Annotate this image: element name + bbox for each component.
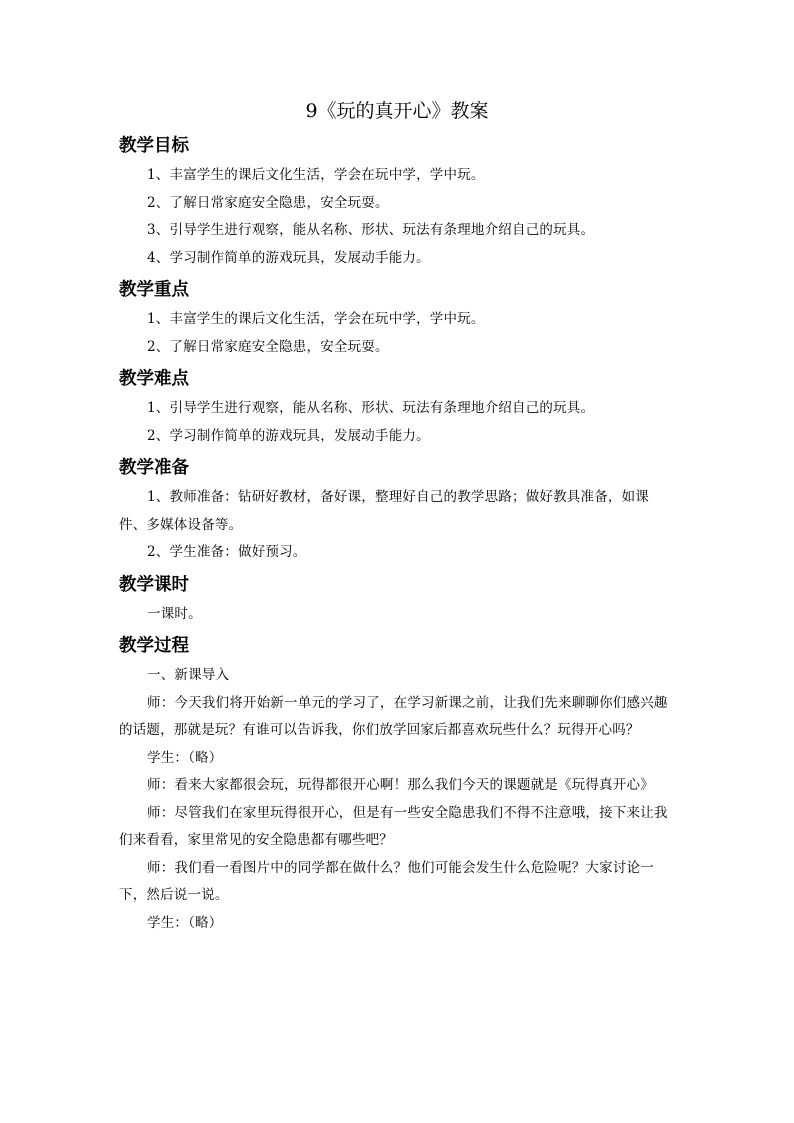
paragraph: 1、引导学生进行观察，能从名称、形状、玩法有条理地介绍自己的玩具。 [147, 400, 595, 416]
section-heading: 教学准备 [119, 458, 189, 478]
paragraph: 师：尽管我们在家里玩得很开心，但是有一些安全隐患我们不得不注意哦，接下来让我们来看看，家里常见的安全隐患都有哪些吧？ [119, 804, 668, 848]
paragraph: 师：今天我们将开始新一单元的学习了，在学习新课之前，让我们先来聊聊你们感兴趣的话题，那就是玩？有谁可以告诉我，你们放学回家后都喜欢玩些什么？玩得开心吗？ [119, 694, 668, 738]
section-heading: 教学课时 [119, 574, 189, 595]
paragraph: 1、丰富学生的课后文化生活，学会在玩中学，学中玩。 [147, 311, 485, 327]
paragraph: 2、了解日常家庭安全隐患，安全玩耍。 [147, 194, 389, 211]
paragraph: 3、引导学生进行观察，能从名称、形状、玩法有条理地介绍自己的玩具。 [147, 222, 595, 238]
section-heading: 教学重点 [119, 280, 189, 300]
section-heading: 教学难点 [119, 369, 189, 389]
section-key-points [119, 276, 675, 361]
section-preparation [119, 454, 675, 567]
section-teaching-goals [119, 132, 675, 272]
section-heading: 教学过程 [119, 636, 189, 656]
paragraph: 1、丰富学生的课后文化生活，学会在玩中学，学中玩。 [147, 167, 485, 183]
paragraph: 学生：（略） [147, 749, 223, 766]
paragraph: 师：我们看一看图片中的同学都在做什么？他们可能会发生什么危险呢？大家讨论一下，然后说一说。 [119, 859, 654, 903]
paragraph: 学生：（略） [147, 914, 223, 931]
section-difficulties [119, 365, 675, 450]
paragraph: 2、了解日常家庭安全隐患，安全玩耍。 [147, 338, 389, 355]
paragraph: 2、学生准备：做好预习。 [147, 544, 307, 560]
paragraph: 一课时。 [147, 605, 202, 622]
section-heading: 教学目标 [119, 136, 189, 156]
document-page [119, 96, 675, 941]
section-process [119, 632, 675, 937]
paragraph: 师：看来大家都很会玩，玩得都很开心啊！那么我们今天的课题就是《玩得真开心》 [147, 777, 654, 793]
section-class-hours [119, 571, 675, 629]
paragraph: 2、学习制作简单的游戏玩具，发展动手能力。 [147, 427, 430, 444]
document-title: 9《玩的真开心》教案 [305, 100, 489, 122]
paragraph: 4、学习制作简单的游戏玩具，发展动手能力。 [147, 249, 430, 266]
paragraph: 一、新课导入 [147, 667, 230, 683]
paragraph: 1、教师准备：钻研好教材，备好课，整理好自己的教学思路；做好教具准备，如课件、多媒体设备等。 [119, 489, 649, 533]
